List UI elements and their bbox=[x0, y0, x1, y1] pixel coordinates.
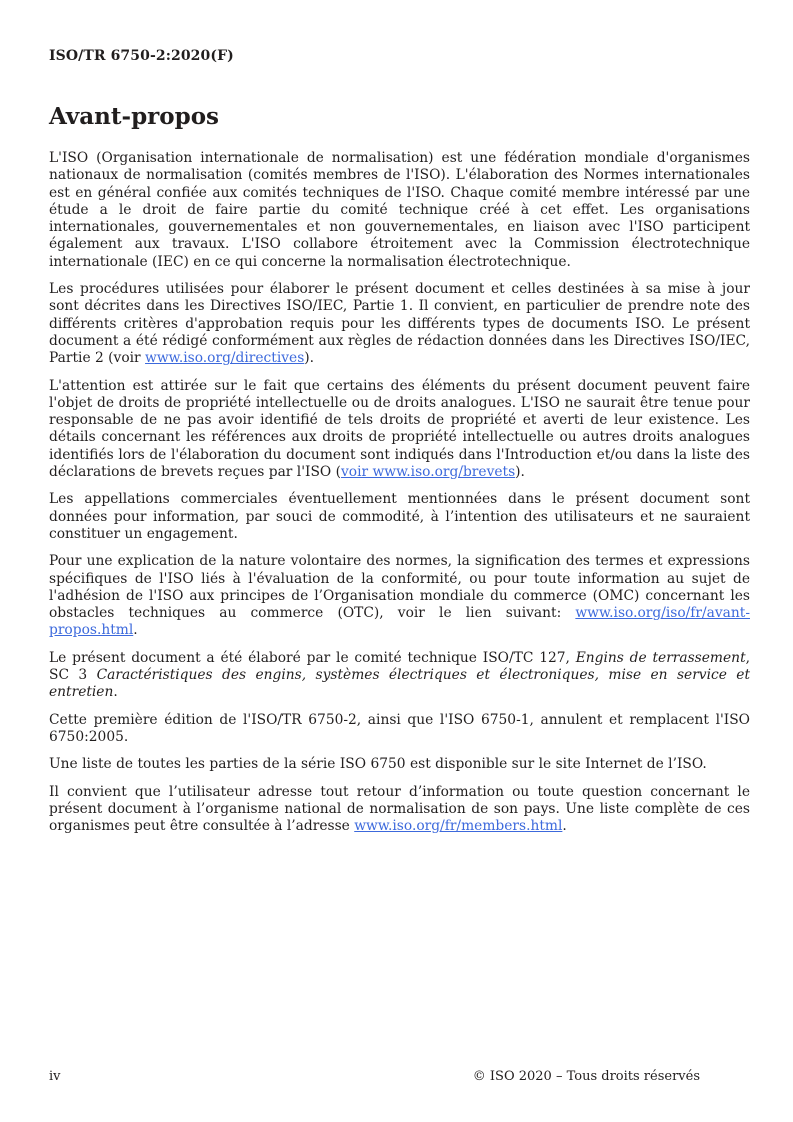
paragraph-9 bbox=[49, 784, 750, 836]
document-reference: ISO/TR 6750-2:2020(F) bbox=[49, 48, 234, 64]
foreword-body bbox=[49, 150, 750, 845]
paragraph-4 bbox=[49, 491, 750, 543]
text-run: L'attention est attirée sur le fait que certains des éléments du présent document peuvent faire l'objet de droits de propriété intellectuelle ou de droits analogues. L'ISO ne saurait être tenue pour responsable de ne pas avoir identifié de tels droits de propriété et averti de leur existence. Les détails concernant les références aux droits de propriété intellectuelle ou autres droits analogues identifiés lors de l'élaboration du document sont indiqués dans l'Introduction et/ou dans la liste des déclarations de brevets reçues par l'ISO ( bbox=[49, 377, 750, 481]
copyright-notice: © ISO 2020 – Tous droits réservés bbox=[472, 1069, 700, 1084]
italic-text: Engins de terrassement bbox=[575, 649, 746, 666]
text-run: Le présent document a été élaboré par le comité technique ISO/TC 127, bbox=[49, 649, 576, 666]
text-run: ). bbox=[304, 350, 315, 367]
page-title: Avant-propos bbox=[49, 103, 219, 130]
text-run: Une liste de toutes les parties de la série ISO 6750 est disponible sur le site Internet de l’ISO. bbox=[49, 756, 707, 773]
paragraph-5 bbox=[49, 553, 750, 639]
text-run: ). bbox=[515, 464, 525, 481]
text-run: Il convient que l’utilisateur adresse tout retour d’information ou toute question concernant le présent document à l’organisme national de normalisation de son pays. Une liste complète de ces organismes peut être consultée à l’adresse bbox=[49, 783, 750, 835]
text-run: L'ISO (Organisation internationale de normalisation) est une fédération mondiale d'organismes nationaux de normalisation (comités membres de l'ISO). L'élaboration des Normes internationales est en général confiée aux comités techniques de l'ISO. Chaque comité membre intéressé par une étude a le droit de faire partie du comité technique créé à cet effet. Les organisations internationales, gouvernementales et non gouvernementales, en liaison avec l'ISO participent également aux travaux. L'ISO collabore étroitement avec la Commission électrotechnique internationale (IEC) en ce qui concerne la normalisation électrotechnique. bbox=[49, 150, 750, 270]
text-run: . bbox=[133, 622, 138, 639]
hyperlink[interactable]: www.iso.org/iso/fr/avant-propos.html bbox=[49, 605, 750, 639]
text-run: Les appellations commerciales éventuellement mentionnées dans le présent document sont données pour information, par souci de commodité, à l’intention des utilisateurs et ne sauraient constituer un engagement. bbox=[49, 491, 750, 542]
text-run: , SC 3 bbox=[49, 649, 750, 684]
text-run: . bbox=[562, 818, 567, 835]
paragraph-6 bbox=[49, 650, 750, 702]
text-run: Pour une explication de la nature volontaire des normes, la signification des termes et expressions spécifiques de l'ISO liés à l'évaluation de la conformité, ou pour toute information au sujet de l'adhésion de l'ISO aux principes de l’Organisation mondiale du commerce (OMC) concernant les obstacles techniques au commerce (OTC), voir le lien suivant: bbox=[49, 553, 750, 622]
text-run: . bbox=[113, 684, 118, 701]
paragraph-2 bbox=[49, 281, 750, 367]
paragraph-7 bbox=[49, 712, 750, 747]
hyperlink[interactable]: www.iso.org/fr/members.html bbox=[354, 818, 563, 835]
hyperlink[interactable]: voir www.iso.org/brevets bbox=[340, 464, 516, 481]
paragraph-1 bbox=[49, 150, 750, 271]
hyperlink[interactable]: www.iso.org/directives bbox=[145, 350, 305, 367]
paragraph-3 bbox=[49, 378, 750, 482]
italic-text: Caractéristiques des engins, systèmes électriques et électroniques, mise en service et entretien bbox=[49, 667, 750, 701]
paragraph-8 bbox=[49, 756, 750, 773]
page-number: iv bbox=[49, 1069, 61, 1084]
text-run: Les procédures utilisées pour élaborer le présent document et celles destinées à sa mise à jour sont décrites dans les Directives ISO/IEC, Partie 1. Il convient, en particulier de prendre note des différents critères d'approbation requis pour les différents types de documents ISO. Le présent document a été rédigé conformément aux règles de rédaction données dans les Directives ISO/IEC, Partie 2 (voir bbox=[49, 281, 750, 367]
text-run: Cette première édition de l'ISO/TR 6750-2, ainsi que l'ISO 6750-1, annulent et remplacent l'ISO 6750:2005. bbox=[49, 711, 750, 745]
